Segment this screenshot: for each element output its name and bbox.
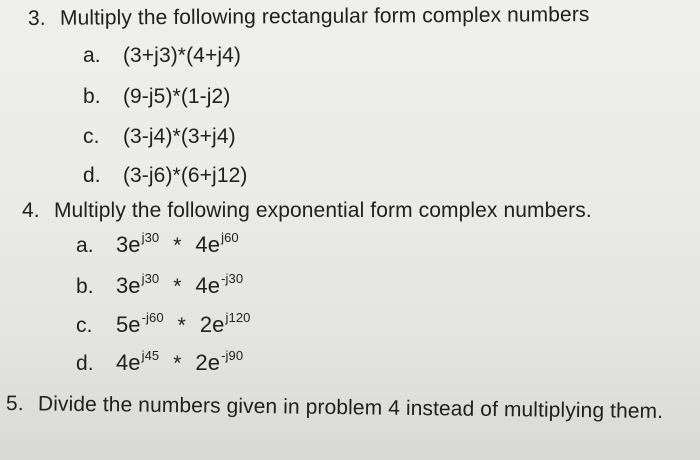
multiply-operator: *	[173, 352, 182, 375]
problem-4-item-b	[76, 273, 243, 302]
term-1-exponent: -j60	[141, 310, 164, 325]
problem-text: Multiply the following exponential form complex numbers.	[53, 199, 592, 222]
item-expression: (3+j3)*(4+j4)	[122, 44, 241, 67]
term-2-base: 2e	[199, 312, 225, 337]
item-letter: c.	[83, 125, 100, 148]
term-2-exponent: j60	[221, 230, 239, 245]
term-1-exponent: j30	[141, 271, 160, 286]
problem-text: Divide the numbers given in problem 4 instead of multiplying them.	[37, 392, 664, 424]
term-2-base: 4e	[195, 232, 221, 257]
problem-4-item-a	[76, 232, 239, 261]
problem-number: 3.	[27, 6, 46, 30]
term-2-base: 2e	[195, 350, 221, 375]
term-1-base: 5e	[115, 312, 141, 337]
problem-4-item-d	[76, 350, 243, 379]
multiply-operator: *	[173, 234, 182, 257]
problem-4-item-c	[76, 312, 251, 341]
term-1-base: 3e	[115, 273, 141, 298]
item-letter: a.	[83, 44, 101, 67]
item-expression: (3-j4)*(3+j4)	[122, 125, 236, 148]
item-letter: c.	[76, 314, 93, 337]
problem-number: 5.	[5, 392, 24, 416]
term-1-base: 3e	[115, 232, 141, 257]
term-2-base: 4e	[195, 273, 221, 298]
problem-5-heading	[6, 391, 663, 425]
item-letter: b.	[83, 85, 101, 108]
problem-4-heading	[22, 198, 592, 224]
term-1-exponent: j30	[141, 230, 160, 245]
problem-3-item-c	[83, 124, 236, 150]
term-1-base: 4e	[115, 350, 141, 375]
term-1-exponent: j45	[141, 348, 160, 363]
problem-text: Multiply the following rectangular form complex numbers	[59, 3, 590, 30]
item-letter: a.	[76, 234, 94, 257]
item-letter: d.	[83, 164, 101, 187]
item-letter: b.	[76, 275, 94, 298]
term-2-exponent: -j90	[221, 348, 244, 363]
term-2-exponent: j120	[225, 310, 251, 325]
problem-3-item-d	[83, 163, 247, 189]
multiply-operator: *	[177, 314, 186, 337]
item-letter: d.	[76, 352, 94, 375]
multiply-operator: *	[173, 275, 182, 298]
item-expression: (9-j5)*(1-j2)	[122, 85, 231, 108]
term-2-exponent: -j30	[221, 271, 244, 286]
problem-3-item-a	[83, 43, 241, 69]
problem-3-item-b	[83, 84, 230, 110]
problem-number: 4.	[22, 199, 40, 222]
problem-3-heading	[28, 2, 590, 32]
item-expression: (3-j6)*(6+j12)	[122, 164, 248, 187]
